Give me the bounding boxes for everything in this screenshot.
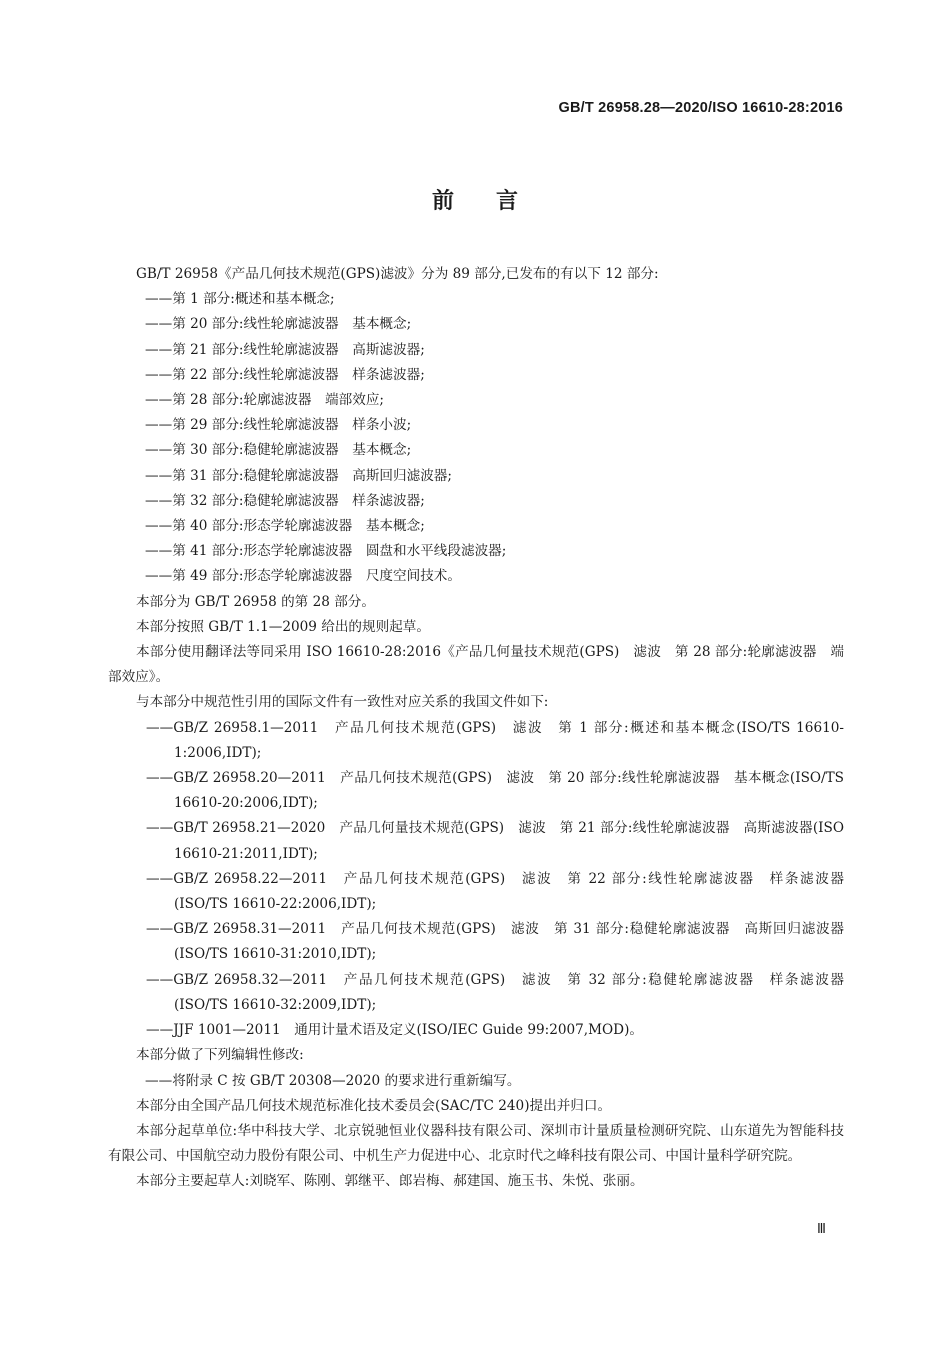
page-title: 前言 <box>431 189 560 214</box>
list-item: ——第 29 部分:线性轮廓滤波器 样条小波; <box>145 417 412 434</box>
list-item: ——第 20 部分:线性轮廓滤波器 基本概念; <box>145 316 412 333</box>
list-item: ——GB/Z 26958.20—2011 产品几何技术规范(GPS) 滤波 第 20 部分:线性轮廓滤波器 基本概念(ISO/TS 16610-20:2006,IDT); <box>146 770 844 812</box>
list-item: ——第 1 部分:概述和基本概念; <box>145 291 335 308</box>
list-item: ——第 49 部分:形态学轮廓滤波器 尺度空间技术。 <box>145 568 461 585</box>
list-item: ——GB/Z 26958.1—2011 产品几何技术规范(GPS) 滤波 第 1 部分:概述和基本概念(ISO/TS 16610-1:2006,IDT); <box>146 719 844 761</box>
list-item: ——第 22 部分:线性轮廓滤波器 样条滤波器; <box>145 366 425 383</box>
list-item: ——第 32 部分:稳健轮廓滤波器 样条滤波器; <box>145 492 425 509</box>
document-body <box>108 262 844 1195</box>
standard-code-header: GB/T 26958.28—2020/ISO 16610-28:2016 <box>558 100 843 116</box>
part-paragraph: 本部分为 GB/T 26958 的第 28 部分。 <box>136 593 375 610</box>
references-list <box>108 716 844 1044</box>
list-item: ——第 40 部分:形态学轮廓滤波器 基本概念; <box>145 518 425 535</box>
page-number: Ⅲ <box>817 1222 826 1237</box>
list-item: ——第 41 部分:形态学轮廓滤波器 圆盘和水平线段滤波器; <box>145 543 507 560</box>
list-item: ——将附录 C 按 GB/T 20308—2020 的要求进行重新编写。 <box>145 1072 521 1089</box>
parts-list <box>108 287 844 589</box>
list-item: ——第 31 部分:稳健轮廓滤波器 高斯回归滤波器; <box>145 467 452 484</box>
drafting-units-paragraph: 本部分起草单位:华中科技大学、北京锐驰恒业仪器科技有限公司、深圳市计量质量检测研究院、山东道先为智能科技有限公司、中国航空动力股份有限公司、中机生产力促进中心、北京时代之峰科技有限公司、中国计量科学研究院。 <box>108 1122 844 1165</box>
drafters-paragraph: 本部分主要起草人:刘晓军、陈刚、郭继平、郎岩梅、郝建国、施玉书、朱悦、张丽。 <box>136 1173 644 1190</box>
list-item: ——GB/Z 26958.22—2011 产品几何技术规范(GPS) 滤波 第 22 部分:线性轮廓滤波器 样条滤波器(ISO/TS 16610-22:2006,IDT); <box>146 870 844 913</box>
proposer-paragraph: 本部分由全国产品几何技术规范标准化技术委员会(SAC/TC 240)提出并归口。 <box>136 1097 612 1114</box>
list-item: ——GB/T 26958.21—2020 产品几何量技术规范(GPS) 滤波 第 21 部分:线性轮廓滤波器 高斯滤波器(ISO 16610-21:2011,IDT); <box>146 820 844 862</box>
list-item: ——第 21 部分:线性轮廓滤波器 高斯滤波器; <box>145 341 425 358</box>
adoption-paragraph: 本部分使用翻译法等同采用 ISO 16610-28:2016《产品几何量技术规范(GPS) 滤波 第 28 部分:轮廓滤波器 端部效应》。 <box>108 644 844 686</box>
list-item: ——GB/Z 26958.31—2011 产品几何技术规范(GPS) 滤波 第 31 部分:稳健轮廓滤波器 高斯回归滤波器(ISO/TS 16610-31:2010,IDT); <box>146 921 844 963</box>
references-intro: 与本部分中规范性引用的国际文件有一致性对应关系的我国文件如下: <box>136 694 549 711</box>
list-item: ——第 30 部分:稳健轮廓滤波器 基本概念; <box>145 442 412 459</box>
list-item: ——JJF 1001—2011 通用计量术语及定义(ISO/IEC Guide 99:2007,MOD)。 <box>146 1022 643 1039</box>
list-item: ——GB/Z 26958.32—2011 产品几何技术规范(GPS) 滤波 第 32 部分:稳健轮廓滤波器 样条滤波器(ISO/TS 16610-32:2009,IDT); <box>146 971 844 1013</box>
edits-list <box>108 1069 844 1094</box>
list-item: ——第 28 部分:轮廓滤波器 端部效应; <box>145 392 385 409</box>
rules-paragraph: 本部分按照 GB/T 1.1—2009 给出的规则起草。 <box>136 618 430 635</box>
edits-intro: 本部分做了下列编辑性修改: <box>136 1047 304 1064</box>
intro-paragraph: GB/T 26958《产品几何技术规范(GPS)滤波》分为 89 部分,已发布的有以下 12 部分: <box>136 266 659 282</box>
